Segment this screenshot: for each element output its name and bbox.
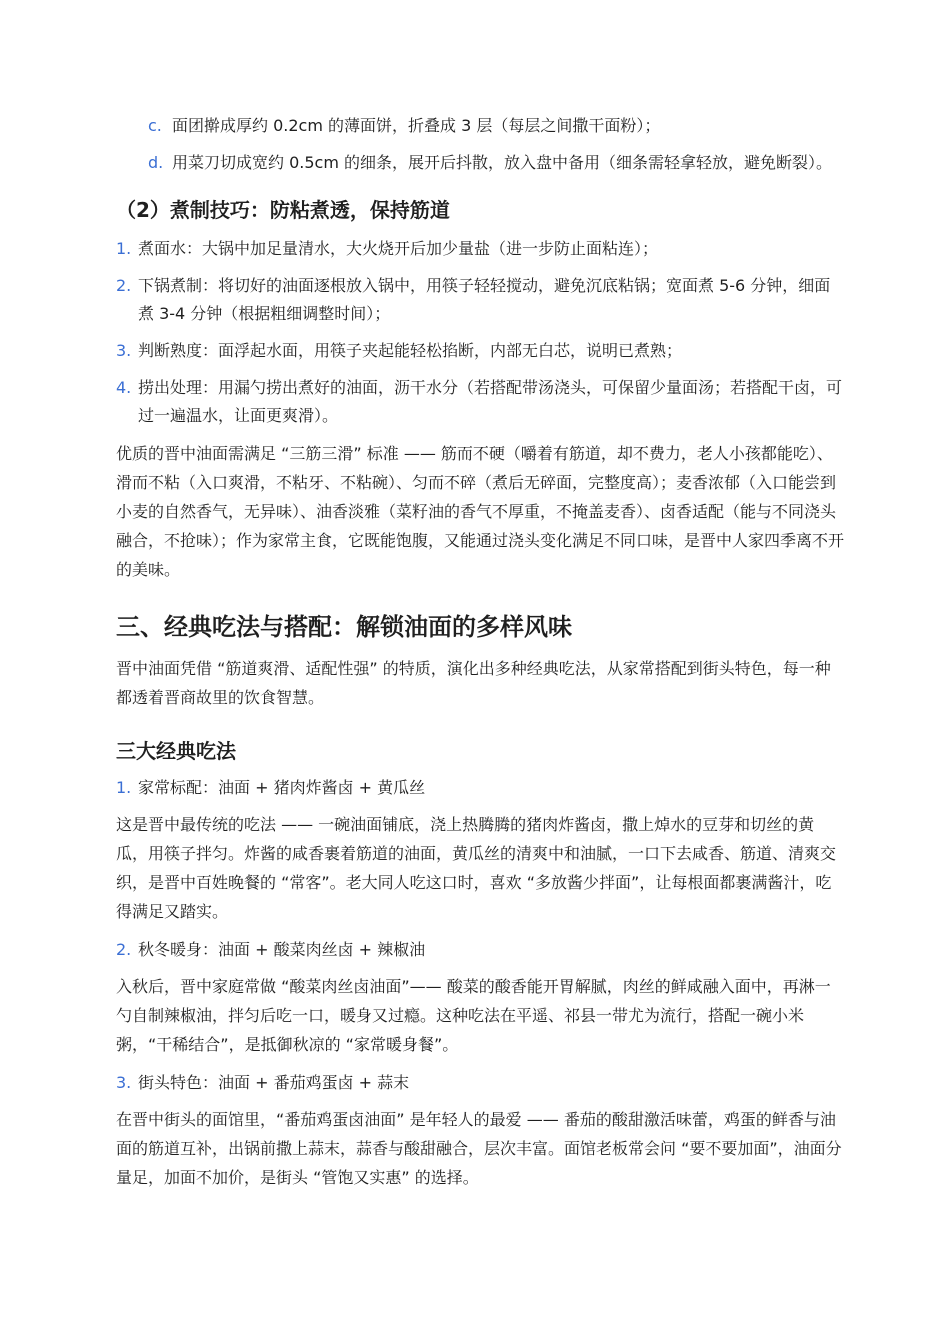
list-item-title: 街头特色：油面 + 番茄鸡蛋卤 + 蒜末 <box>138 1073 410 1092</box>
list-item-text: 用菜刀切成宽约 0.5cm 的细条，展开后抖散，放入盘中备用（细条需轻拿轻放，避免断裂）。 <box>172 153 833 172</box>
cooking-steps <box>116 235 846 430</box>
list-item <box>148 112 846 140</box>
list-marker: 3. <box>116 341 132 360</box>
list-item-text: 捞出处理：用漏勺捞出煮好的油面，沥干水分（若搭配带汤浇头，可保留少量面汤；若搭配干卤，可过一遍温水，让面更爽滑）。 <box>138 378 843 425</box>
classic-item-3 <box>116 1069 846 1097</box>
list-item-text: 煮面水：大锅中加足量清水，大火烧开后加少量盐（进一步防止面粘连）； <box>138 239 659 258</box>
list-marker: 3. <box>116 1073 132 1092</box>
list-marker: 4. <box>116 378 132 397</box>
list-item <box>116 337 846 365</box>
classic-item-description: 在晋中街头的面馆里，“番茄鸡蛋卤油面” 是年轻人的最爱 —— 番茄的酸甜激活味蕾，鸡蛋的鲜香与油面的筋道互补，出锅前撒上蒜末，蒜香与酸甜融合，层次丰富。面馆老板常会问 “要不要加面”，油面分量足，加面不加价，是街头 “管饱又实惠” 的选择。 <box>116 1110 842 1187</box>
list-marker: d. <box>148 153 164 172</box>
list-item-title: 家常标配：油面 + 猪肉炸酱卤 + 黄瓜丝 <box>138 778 426 797</box>
classic-item-1 <box>116 774 846 802</box>
list-item <box>148 149 846 177</box>
list-item <box>116 1069 846 1097</box>
list-item-title: 秋冬暖身：油面 + 酸菜肉丝卤 + 辣椒油 <box>138 940 426 959</box>
list-item <box>116 235 846 263</box>
list-item-text: 判断熟度：面浮起水面，用筷子夹起能轻松掐断，内部无白芯，说明已煮熟； <box>138 341 683 360</box>
section-intro: 晋中油面凭借 “筋道爽滑、适配性强” 的特质，演化出多种经典吃法，从家常搭配到街头特色，每一种都透着晋商故里的饮食智慧。 <box>116 659 831 707</box>
quality-summary: 优质的晋中油面需满足 “三筋三滑” 标准 —— 筋而不硬（嚼着有筋道，却不费力，老人小孩都能吃）、滑而不粘（入口爽滑，不粘牙、不粘碗）、匀而不碎（煮后无碎面，完整度高）；麦香浓郁（入口能尝到小麦的自然香气，无异味）、油香淡雅（菜籽油的香气不厚重，不掩盖麦香）、卤香适配（能与不同浇头融合，不抢味）；作为家常主食，它既能饱腹，又能通过浇头变化满足不同口味，是晋中人家四季离不开的美味。 <box>116 444 845 579</box>
list-marker: 2. <box>116 940 132 959</box>
classic-item-description: 入秋后，晋中家庭常做 “酸菜肉丝卤油面”—— 酸菜的酸香能开胃解腻，肉丝的鲜咸融入面中，再淋一勺自制辣椒油，拌匀后吃一口，暖身又过瘾。这种吃法在平遥、祁县一带尤为流行，搭配一碗小米粥，“干稀结合”，是抵御秋凉的 “家常暖身餐”。 <box>116 977 831 1054</box>
section-heading-cooking: （2）煮制技巧：防粘煮透，保持筋道 <box>116 198 450 222</box>
list-item <box>116 374 846 430</box>
classic-item-2 <box>116 936 846 964</box>
list-marker: 1. <box>116 778 132 797</box>
list-marker: 2. <box>116 276 132 295</box>
document-page <box>116 112 846 1202</box>
section-heading-classic-dishes: 三、经典吃法与搭配：解锁油面的多样风味 <box>116 613 572 641</box>
list-marker: 1. <box>116 239 132 258</box>
list-marker: c. <box>148 116 162 135</box>
list-item <box>116 774 846 802</box>
classic-item-description: 这是晋中最传统的吃法 —— 一碗油面铺底，浇上热腾腾的猪肉炸酱卤，撒上焯水的豆芽和切丝的黄瓜，用筷子拌匀。炸酱的咸香裹着筋道的油面，黄瓜丝的清爽中和油腻，一口下去咸香、筋道、清爽交织，是晋中百姓晚餐的 “常客”。老大同人吃这口时，喜欢 “多放酱少拌面”，让每根面都裹满酱汁，吃得满足又踏实。 <box>116 815 837 921</box>
list-item <box>116 272 846 328</box>
list-item <box>116 936 846 964</box>
prep-substeps <box>148 112 846 177</box>
subheading-three-classics: 三大经典吃法 <box>116 739 236 763</box>
list-item-text: 下锅煮制：将切好的油面逐根放入锅中，用筷子轻轻搅动，避免沉底粘锅；宽面煮 5-6 分钟，细面煮 3-4 分钟（根据粗细调整时间）； <box>138 276 831 323</box>
list-item-text: 面团擀成厚约 0.2cm 的薄面饼，折叠成 3 层（每层之间撒干面粉）； <box>172 116 661 135</box>
